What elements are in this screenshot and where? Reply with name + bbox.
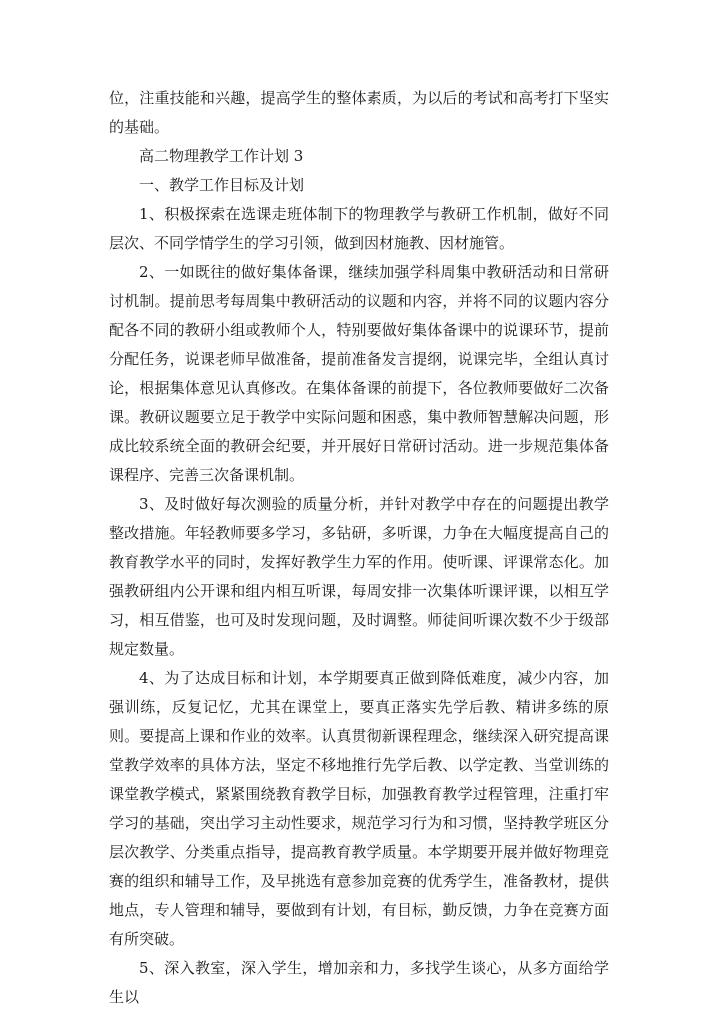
paragraph-item-4: 4、为了达成目标和计划，本学期要真正做到降低难度，减少内容，加强训练，反复记忆，尤其在课堂上，要真正落实先学后教、精讲多练的原则。要提高上课和作业的效率。认真贯彻新课程理念，继续深入研究提高课堂教学效率的具体方法，坚定不移地推行先学后教、以学定教、当堂训练的课堂教学模式，紧紧围绕教育教学目标，加强教育教学过程管理，注重打牢学习的基础，突出学习主动性要求，规范学习行为和习惯，坚持教学班区分层次教学、分类重点指导，提高教育教学质量。本学期要开展并做好物理竞赛的组织和辅导工作，及早挑选有意参加竞赛的优秀学生，准备教材，提供地点，专人管理和辅导，要做到有计划，有目标，勤反馈，力争在竞赛方面有所突破。 bbox=[109, 669, 609, 948]
section-title: 高二物理教学工作计划 3 bbox=[139, 147, 304, 165]
section-heading: 一、教学工作目标及计划 bbox=[139, 176, 305, 194]
document-body bbox=[109, 84, 609, 1012]
paragraph-continued: 位，注重技能和兴趣，提高学生的整体素质，为以后的考试和高考打下坚实的基础。 bbox=[109, 89, 609, 136]
paragraph-item-5: 5、深入教室，深入学生，增加亲和力，多找学生谈心，从多方面给学生以 bbox=[109, 959, 609, 1006]
paragraph-item-3: 3、及时做好每次测验的质量分析，并针对教学中存在的问题提出教学整改措施。年轻教师要多学习，多钻研，多听课，力争在大幅度提高自己的教育教学水平的同时，发挥好教学生力军的作用。使听课、评课常态化。加强教研组内公开课和组内相互听课，每周安排一次集体听课评课，以相互学习，相互借鉴，也可及时发现问题，及时调整。师徒间听课次数不少于级部规定数量。 bbox=[109, 495, 609, 658]
paragraph-item-1: 1、积极探索在选课走班体制下的物理教学与教研工作机制，做好不同层次、不同学情学生的学习引领，做到因材施教、因材施管。 bbox=[109, 205, 609, 252]
paragraph-item-2: 2、一如既往的做好集体备课，继续加强学科周集中教研活动和日常研讨机制。提前思考每周集中教研活动的议题和内容，并将不同的议题内容分配各不同的教研小组或教师个人，特别要做好集体备课中的说课环节，提前分配任务，说课老师早做准备，提前准备发言提纲，说课完毕，全组认真讨论，根据集体意见认真修改。在集体备课的前提下，各位教师要做好二次备课。教研议题要立足于教学中实际问题和困惑，集中教师智慧解决问题，形成比较系统全面的教研会纪要，并开展好日常研讨活动。进一步规范集体备课程序、完善三次备课机制。 bbox=[109, 263, 609, 484]
